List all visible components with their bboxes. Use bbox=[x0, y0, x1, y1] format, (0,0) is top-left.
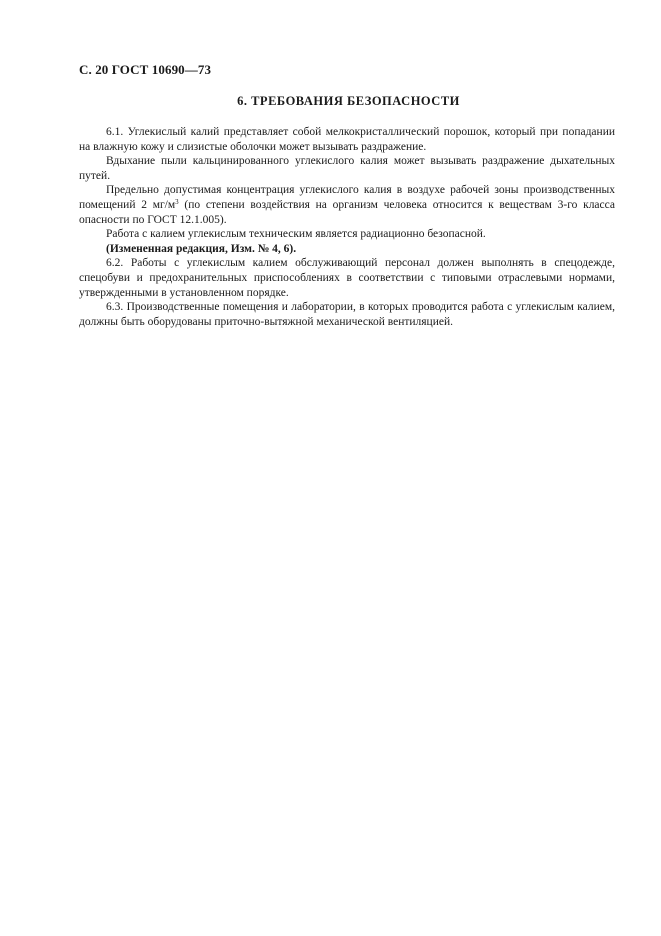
paragraph-6-1: 6.1. Углекислый калий представляет собой мелкокристаллический порошок, который при попадании на влажную кожу и слизистые оболочки может вызывать раздражение. bbox=[79, 126, 615, 153]
amendment-note: (Измененная редакция, Изм. № 4, 6). bbox=[106, 242, 297, 255]
page-header: С. 20 ГОСТ 10690—73 bbox=[79, 62, 212, 77]
concentration-text: Предельно допустимая концентрация углекислого калия в воздухе рабочей зоны производственных помещений 2 мг/м bbox=[79, 184, 615, 211]
section-title-text: 6. ТРЕБОВАНИЯ БЕЗОПАСНОСТИ bbox=[237, 94, 460, 108]
cubic-superscript: 3 bbox=[175, 197, 179, 206]
paragraph-dust-inhalation: Вдыхание пыли кальцинированного углекислого калия может вызывать раздражение дыхательных путей. bbox=[79, 155, 615, 182]
section-title bbox=[0, 94, 661, 109]
body-text bbox=[79, 125, 615, 329]
paragraph-6-2: 6.2. Работы с углекислым калием обслуживающий персонал должен выполнять в спецодежде, спецобуви и предохранительных приспособлениях в соответствии с типовыми отраслевыми нормами, утвержденными в установленном порядке. bbox=[79, 257, 615, 299]
paragraph-radiation-safety: Работа с калием углекислым техническим является радиационно безопасной. bbox=[106, 228, 486, 241]
paragraph-6-3: 6.3. Производственные помещения и лаборатории, в которых проводится работа с углекислым калием, должны быть оборудованы приточно-вытяжной механической вентиляцией. bbox=[79, 301, 615, 328]
paragraph-max-concentration bbox=[79, 183, 615, 227]
concentration-text-cont: (по степени воздействия на организм человека относится к веществам 3-го класса опасности по ГОСТ 12.1.005). bbox=[79, 198, 615, 226]
